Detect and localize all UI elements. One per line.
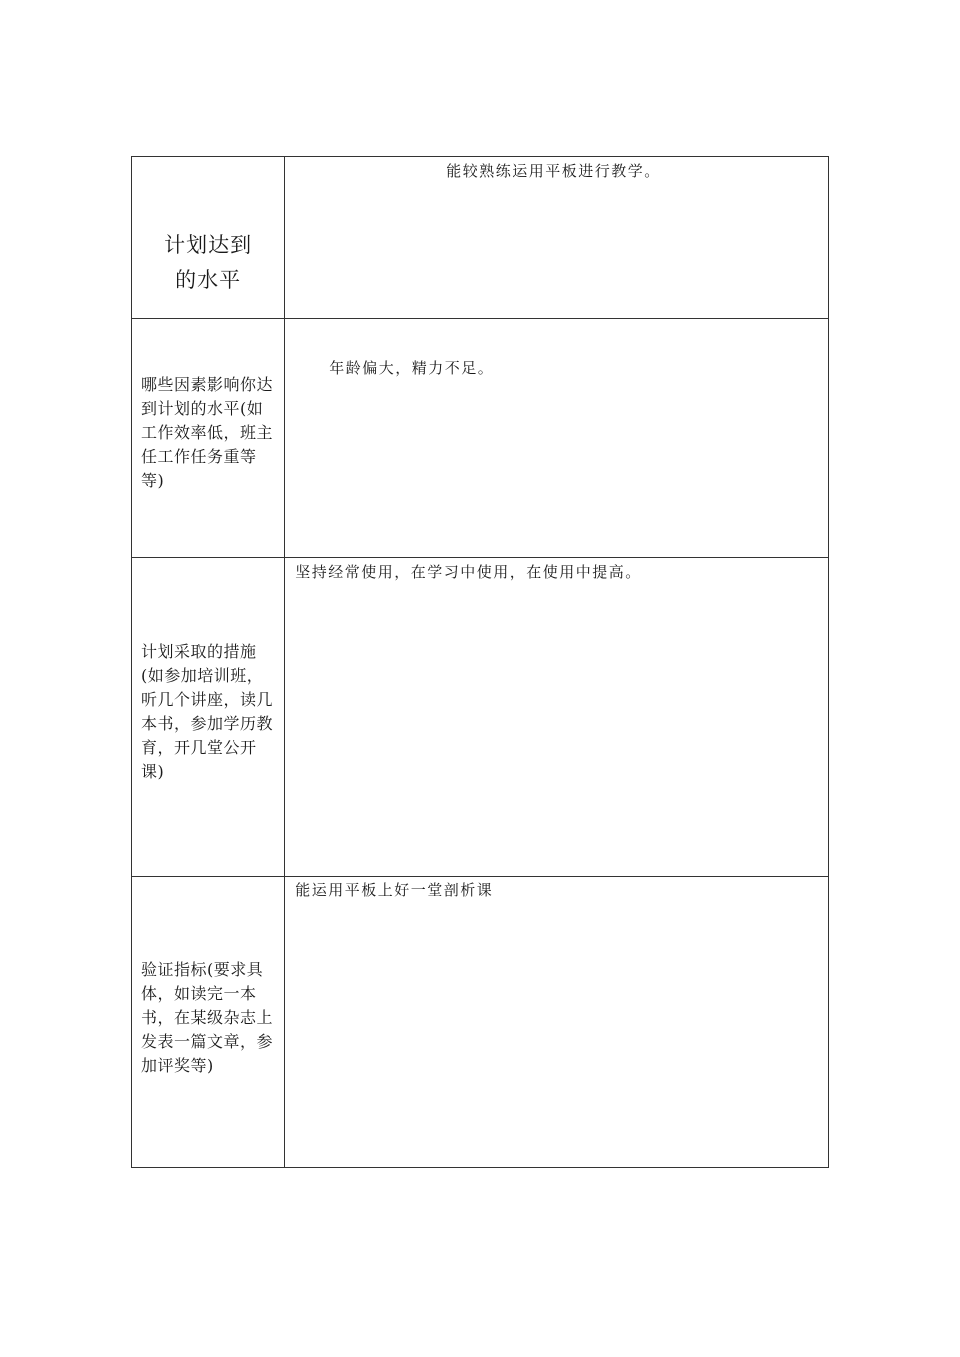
- content-influencing-factors: 年龄偏大，精力不足。: [329, 359, 495, 377]
- label-target-level-line1: 计划达到: [164, 233, 253, 257]
- content-cell-verification-indicators: [285, 877, 829, 1168]
- content-cell-influencing-factors: [285, 319, 829, 558]
- table-row-target-level: [132, 157, 829, 319]
- table-row-influencing-factors: [132, 319, 829, 558]
- label-cell-verification-indicators: [132, 877, 285, 1168]
- plan-table: [131, 156, 829, 1168]
- content-target-level: 能较熟练运用平板进行教学。: [446, 162, 661, 180]
- label-cell-planned-measures: [132, 558, 285, 877]
- label-influencing-factors: 哪些因素影响你达到计划的水平(如工作效率低，班主任工作任务重等等): [141, 375, 274, 490]
- label-cell-influencing-factors: [132, 319, 285, 558]
- table-row-verification-indicators: [132, 877, 829, 1168]
- label-cell-target-level: [132, 157, 285, 319]
- label-target-level-line2: 的水平: [175, 268, 242, 292]
- label-verification-indicators: 验证指标(要求具体，如读完一本书，在某级杂志上发表一篇文章，参加评奖等): [141, 960, 274, 1075]
- label-planned-measures: 计划采取的措施(如参加培训班，听几个讲座，读几本书，参加学历教育，开几堂公开课): [141, 642, 274, 781]
- content-verification-indicators: 能运用平板上好一堂剖析课: [295, 881, 494, 899]
- content-planned-measures: 坚持经常使用，在学习中使用，在使用中提高。: [295, 563, 642, 581]
- content-cell-target-level: [285, 157, 829, 319]
- content-cell-planned-measures: [285, 558, 829, 877]
- table-row-planned-measures: [132, 558, 829, 877]
